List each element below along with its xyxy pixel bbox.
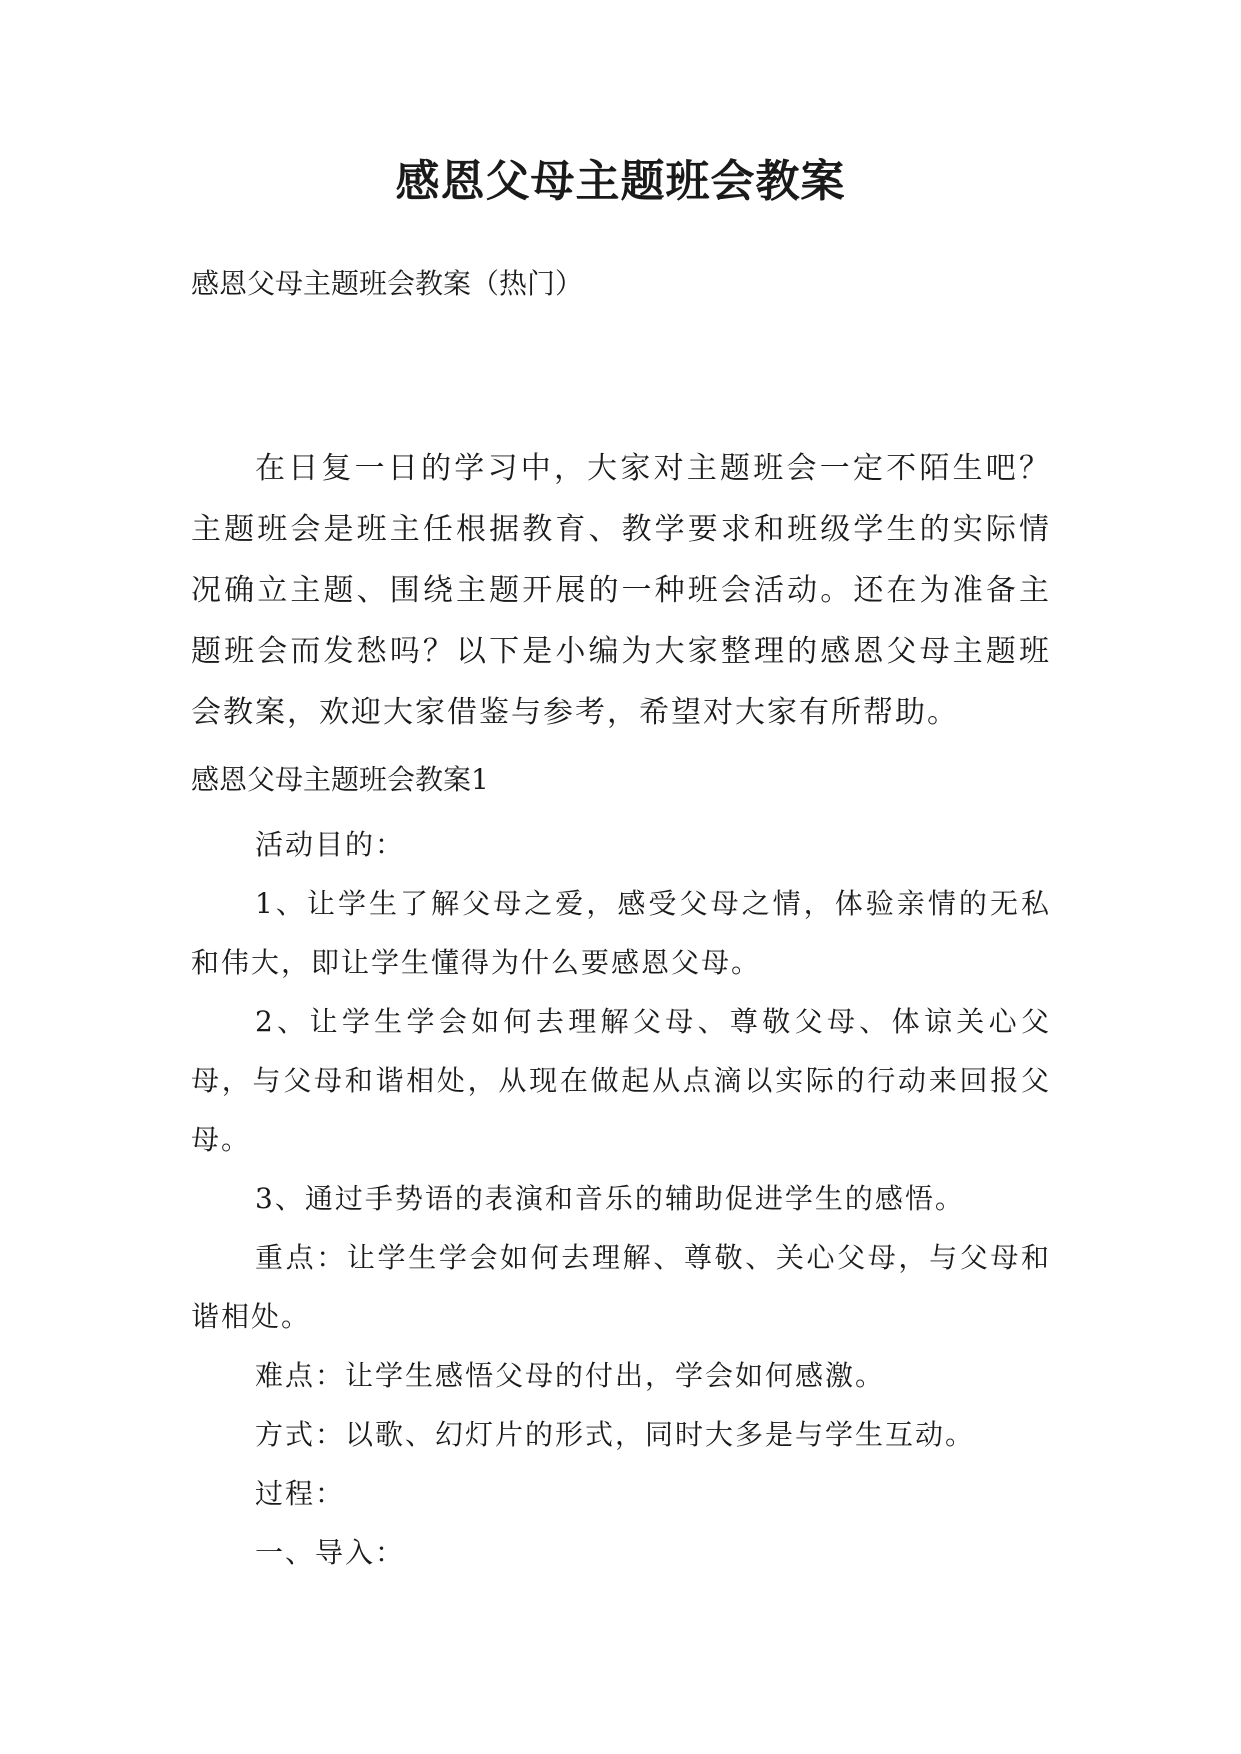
section-heading: 感恩父母主题班会教案1 — [191, 763, 489, 796]
paragraph-goal-1: 1、让学生了解父母之爱，感受父母之情，体验亲情的无私和伟大，即让学生懂得为什么要感恩父母。 — [191, 887, 1051, 979]
paragraph-method: 方式：以歌、幻灯片的形式，同时大多是与学生互动。 — [255, 1418, 976, 1451]
intro-paragraph: 在日复一日的学习中，大家对主题班会一定不陌生吧？主题班会是班主任根据教育、教学要求和班级学生的实际情况确立主题、围绕主题开展的一种班会活动。还在为准备主题班会而发愁吗？以下是小编为大家整理的感恩父母主题班会教案，欢迎大家借鉴与参考，希望对大家有所帮助。 — [191, 451, 1051, 730]
document-title: 感恩父母主题班会教案 — [395, 156, 846, 207]
paragraph-activity-purpose: 活动目的： — [255, 828, 406, 861]
section-body — [191, 815, 1051, 1582]
paragraph-introduction: 一、导入： — [255, 1536, 406, 1569]
paragraph-goal-3: 3、通过手势语的表演和音乐的辅助促进学生的感悟。 — [255, 1182, 965, 1215]
document-subtitle: 感恩父母主题班会教案（热门） — [191, 267, 584, 300]
paragraph-key-point: 重点：让学生学会如何去理解、尊敬、关心父母，与父母和谐相处。 — [191, 1241, 1051, 1333]
paragraph-goal-2: 2、让学生学会如何去理解父母、尊敬父母、体谅关心父母，与父母和谐相处，从现在做起从点滴以实际的行动来回报父母。 — [191, 1005, 1051, 1156]
paragraph-difficulty: 难点：让学生感悟父母的付出，学会如何感激。 — [255, 1359, 886, 1392]
paragraph-process: 过程： — [255, 1477, 346, 1510]
